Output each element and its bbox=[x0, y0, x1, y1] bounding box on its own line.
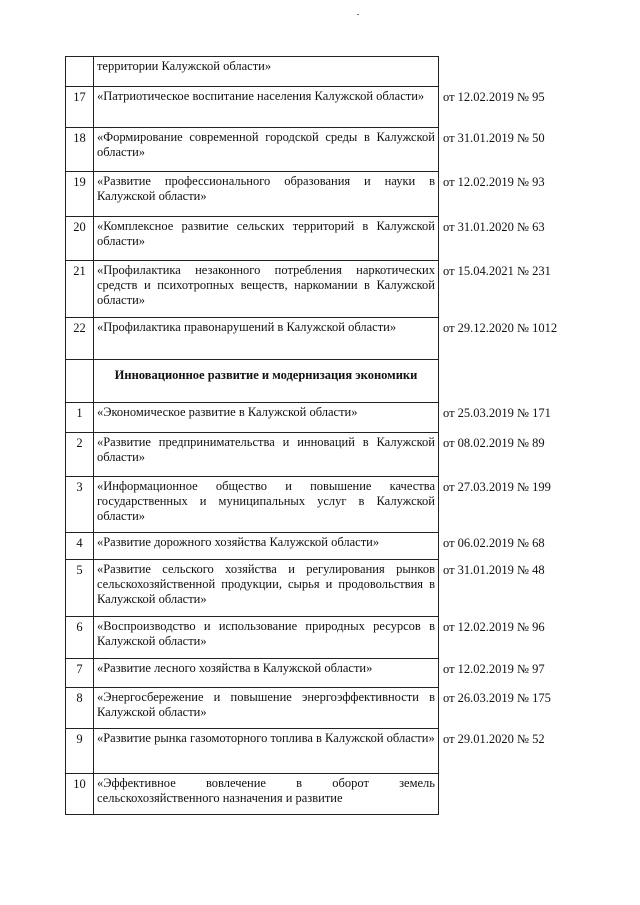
row-number: 19 bbox=[66, 172, 94, 217]
row-number: 9 bbox=[66, 729, 94, 774]
program-name: «Патриотическое воспитание населения Калужской области» bbox=[93, 87, 438, 128]
program-name: «Формирование современной городской среды в Калужской области» bbox=[93, 128, 438, 172]
program-name: «Развитие профессионального образования и науки в Калужской области» bbox=[93, 172, 438, 217]
table-row: 2 «Развитие предпринимательства и инноваций в Калужской области» от 08.02.2019 № 89 bbox=[66, 433, 439, 477]
table-row: 1 «Экономическое развитие в Калужской области» от 25.03.2019 № 171 bbox=[66, 403, 439, 433]
table-row: 19 «Развитие профессионального образования и науки в Калужской области» от 12.02.2019 № 93 bbox=[66, 172, 439, 217]
program-name: «Воспроизводство и использование природных ресурсов в Калужской области» bbox=[93, 617, 438, 659]
programs-table bbox=[65, 56, 558, 815]
program-name: «Развитие рынка газомоторного топлива в Калужской области» bbox=[93, 729, 438, 774]
program-name: «Комплексное развитие сельских территорий в Калужской области» bbox=[93, 217, 438, 261]
row-number: 4 bbox=[66, 533, 94, 560]
program-name: «Профилактика правонарушений в Калужской области» bbox=[93, 318, 438, 360]
row-number: 10 bbox=[66, 774, 94, 815]
row-number: 21 bbox=[66, 261, 94, 318]
table-row: 20 «Комплексное развитие сельских территорий в Калужской области» от 31.01.2020 № 63 bbox=[66, 217, 439, 261]
table-row: 22 «Профилактика правонарушений в Калужской области» от 29.12.2020 № 1012 bbox=[66, 318, 439, 360]
program-name: «Профилактика незаконного потребления наркотических средств и психотропных веществ, наркомании в Калужской области» bbox=[93, 261, 438, 318]
row-number: 3 bbox=[66, 477, 94, 533]
row-number: 20 bbox=[66, 217, 94, 261]
table-row: 5 «Развитие сельского хозяйства и регулирования рынков сельскохозяйственной продукции, сырья и продовольствия в Калужской области» от 31.01.2019 № 48 bbox=[66, 560, 439, 617]
row-number: 8 bbox=[66, 688, 94, 729]
table-row: 7 «Развитие лесного хозяйства в Калужской области» от 12.02.2019 № 97 bbox=[66, 659, 439, 688]
table-row: 21 «Профилактика незаконного потребления наркотических средств и психотропных веществ, наркомании в Калужской области» от 15.04.2021 № 231 bbox=[66, 261, 439, 318]
program-name: «Информационное общество и повышение качества государственных и муниципальных услуг в Калужской области» bbox=[93, 477, 438, 533]
program-name: территории Калужской области» bbox=[93, 57, 438, 87]
row-number: 7 bbox=[66, 659, 94, 688]
program-name: «Развитие дорожного хозяйства Калужской области» bbox=[93, 533, 438, 560]
program-name: «Экономическое развитие в Калужской области» bbox=[93, 403, 438, 433]
table-row: 18 «Формирование современной городской среды в Калужской области» от 31.01.2019 № 50 bbox=[66, 128, 439, 172]
row-number: 5 bbox=[66, 560, 94, 617]
program-name: «Развитие сельского хозяйства и регулирования рынков сельскохозяйственной продукции, сырья и продовольствия в Калужской области» bbox=[93, 560, 438, 617]
program-name: «Развитие предпринимательства и инноваций в Калужской области» bbox=[93, 433, 438, 477]
section-header-row bbox=[66, 360, 439, 403]
row-number: 2 bbox=[66, 433, 94, 477]
row-number: 22 bbox=[66, 318, 94, 360]
table-row bbox=[66, 57, 439, 87]
table-row: 17 «Патриотическое воспитание населения Калужской области» от 12.02.2019 № 95 bbox=[66, 87, 439, 128]
program-name: «Развитие лесного хозяйства в Калужской области» bbox=[93, 659, 438, 688]
row-number: 18 bbox=[66, 128, 94, 172]
program-name: «Эффективное вовлечение в оборот земель сельскохозяйственного назначения и развитие bbox=[93, 774, 438, 815]
row-number: 6 bbox=[66, 617, 94, 659]
row-number: 1 bbox=[66, 403, 94, 433]
table-row: 6 «Воспроизводство и использование природных ресурсов в Калужской области» от 12.02.2019 № 96 bbox=[66, 617, 439, 659]
row-number bbox=[66, 360, 94, 403]
row-number bbox=[66, 57, 94, 87]
program-name: Инновационное развитие и модернизация экономики bbox=[93, 360, 438, 403]
programs-table-body bbox=[66, 57, 558, 815]
table-row: 8 «Энергосбережение и повышение энергоэффективности в Калужской области» от 26.03.2019 № 175 bbox=[66, 688, 439, 729]
table-row: 3 «Информационное общество и повышение качества государственных и муниципальных услуг в Калужской области» от 27.03.2019 № 199 bbox=[66, 477, 439, 533]
scan-speck bbox=[357, 14, 359, 15]
table-row bbox=[66, 774, 439, 815]
row-number: 17 bbox=[66, 87, 94, 128]
table-row: 9 «Развитие рынка газомоторного топлива в Калужской области» от 29.01.2020 № 52 bbox=[66, 729, 439, 774]
table-row: 4 «Развитие дорожного хозяйства Калужской области» от 06.02.2019 № 68 bbox=[66, 533, 439, 560]
program-name: «Энергосбережение и повышение энергоэффективности в Калужской области» bbox=[93, 688, 438, 729]
